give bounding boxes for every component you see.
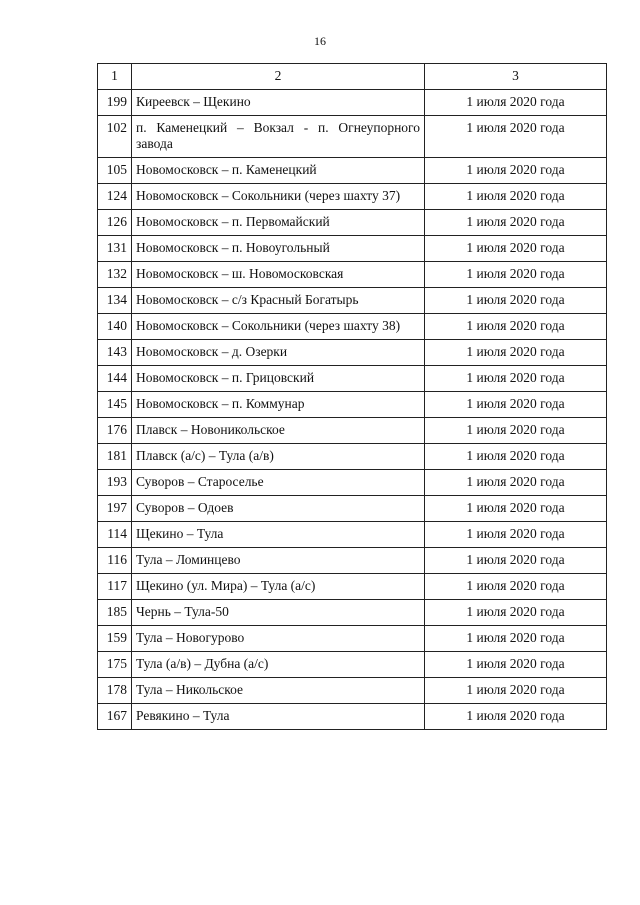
table-row [98,522,607,548]
table-row [98,210,607,236]
table-row [98,470,607,496]
start-date-cell: 1 июля 2020 года [425,418,607,444]
table-row [98,496,607,522]
route-name-cell: Щекино (ул. Мира) – Тула (а/с) [132,574,425,600]
column-header-2: 2 [132,64,425,90]
route-number-cell: 116 [98,548,132,574]
route-number-cell: 102 [98,116,132,158]
start-date-cell: 1 июля 2020 года [425,678,607,704]
table-row [98,366,607,392]
table-row [98,574,607,600]
route-name-cell: Новомосковск – д. Озерки [132,340,425,366]
route-number-cell: 197 [98,496,132,522]
table-row [98,444,607,470]
route-name-cell: Ревякино – Тула [132,704,425,730]
route-number-cell: 178 [98,678,132,704]
column-header-1: 1 [98,64,132,90]
start-date-cell: 1 июля 2020 года [425,340,607,366]
route-number-cell: 134 [98,288,132,314]
route-name-cell: Суворов – Одоев [132,496,425,522]
route-name-cell: Новомосковск – п. Грицовский [132,366,425,392]
route-name-cell: Новомосковск – Сокольники (через шахту 38) [132,314,425,340]
table-row [98,340,607,366]
table-row [98,116,607,158]
route-number-cell: 124 [98,184,132,210]
route-number-cell: 159 [98,626,132,652]
table-header-row [98,64,607,90]
route-name-cell: п. Каменецкий – Вокзал - п. Огнеупорного завода [132,116,425,158]
route-number-cell: 175 [98,652,132,678]
table-row [98,184,607,210]
route-number-cell: 143 [98,340,132,366]
route-name-cell: Тула – Новогурово [132,626,425,652]
route-number-cell: 181 [98,444,132,470]
start-date-cell: 1 июля 2020 года [425,90,607,116]
start-date-cell: 1 июля 2020 года [425,236,607,262]
route-name-cell: Тула – Ломинцево [132,548,425,574]
start-date-cell: 1 июля 2020 года [425,600,607,626]
route-number-cell: 140 [98,314,132,340]
route-name-cell: Плавск – Новоникольское [132,418,425,444]
route-number-cell: 131 [98,236,132,262]
route-name-cell: Новомосковск – п. Каменецкий [132,158,425,184]
start-date-cell: 1 июля 2020 года [425,158,607,184]
start-date-cell: 1 июля 2020 года [425,522,607,548]
start-date-cell: 1 июля 2020 года [425,548,607,574]
table-row [98,418,607,444]
table-row [98,626,607,652]
route-number-cell: 126 [98,210,132,236]
route-number-cell: 176 [98,418,132,444]
route-name-cell: Новомосковск – п. Первомайский [132,210,425,236]
route-number-cell: 145 [98,392,132,418]
table-row [98,678,607,704]
route-name-cell: Новомосковск – ш. Новомосковская [132,262,425,288]
route-number-cell: 114 [98,522,132,548]
table-row [98,392,607,418]
start-date-cell: 1 июля 2020 года [425,184,607,210]
route-name-cell: Новомосковск – с/з Красный Богатырь [132,288,425,314]
table-row [98,548,607,574]
table-row [98,600,607,626]
start-date-cell: 1 июля 2020 года [425,704,607,730]
route-name-cell: Новомосковск – п. Коммунар [132,392,425,418]
route-number-cell: 199 [98,90,132,116]
start-date-cell: 1 июля 2020 года [425,470,607,496]
start-date-cell: 1 июля 2020 года [425,652,607,678]
route-name-cell: Тула – Никольское [132,678,425,704]
route-name-cell: Суворов – Староселье [132,470,425,496]
start-date-cell: 1 июля 2020 года [425,444,607,470]
start-date-cell: 1 июля 2020 года [425,116,607,158]
route-name-cell: Новомосковск – п. Новоугольный [132,236,425,262]
start-date-cell: 1 июля 2020 года [425,574,607,600]
start-date-cell: 1 июля 2020 года [425,366,607,392]
route-number-cell: 185 [98,600,132,626]
start-date-cell: 1 июля 2020 года [425,314,607,340]
page-number: 16 [314,34,326,48]
table-row [98,704,607,730]
start-date-cell: 1 июля 2020 года [425,288,607,314]
start-date-cell: 1 июля 2020 года [425,262,607,288]
route-name-cell: Щекино – Тула [132,522,425,548]
route-number-cell: 117 [98,574,132,600]
column-header-3: 3 [425,64,607,90]
route-number-cell: 132 [98,262,132,288]
route-number-cell: 144 [98,366,132,392]
routes-table [97,63,607,730]
start-date-cell: 1 июля 2020 года [425,392,607,418]
table-row [98,288,607,314]
table-row [98,158,607,184]
start-date-cell: 1 июля 2020 года [425,626,607,652]
table-row [98,236,607,262]
route-name-cell: Тула (а/в) – Дубна (а/с) [132,652,425,678]
route-number-cell: 105 [98,158,132,184]
table-row [98,90,607,116]
route-name-cell: Киреевск – Щекино [132,90,425,116]
table-row [98,314,607,340]
start-date-cell: 1 июля 2020 года [425,210,607,236]
start-date-cell: 1 июля 2020 года [425,496,607,522]
route-name-cell: Плавск (а/с) – Тула (а/в) [132,444,425,470]
table-row [98,262,607,288]
route-number-cell: 167 [98,704,132,730]
route-name-cell: Чернь – Тула-50 [132,600,425,626]
route-number-cell: 193 [98,470,132,496]
route-name-cell: Новомосковск – Сокольники (через шахту 37) [132,184,425,210]
table-row [98,652,607,678]
